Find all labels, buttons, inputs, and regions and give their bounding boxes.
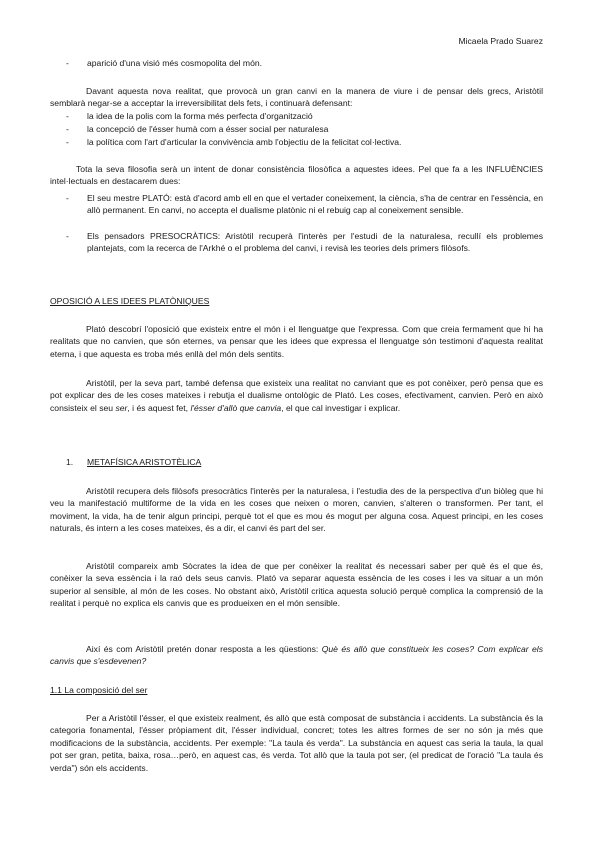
paragraph-plato: Plató descobrí l'oposició que existeix entre el món i el llenguatge que l'expressa. Com que creia fermament que hi ha realitats que no canvien, que són eternes, va pensar que les idees que expressa el llenguatge són testimoni d'aquesta realitat eterna, i que aquesta es troba més enllà del món dels sentits. [50, 324, 543, 359]
paragraph-substance: Per a Aristòtil l'ésser, el que existeix realment, és allò que està composat de substància i accidents. La substància és la categoria fonamental, l'ésser pròpiament dit, l'ésser individual, concret; totes les altres formes de ser no són ja més que modificacions de la substància, accidents. Per exemple: "La taula és verda". La substància en aquest cas seria la taula, la qual pot ser gran, petita, baixa, rosa…però, en aquest cas, és verda. Tot allò que la taula pot ser, (el predicat de l'oració "La taula és verda") són els accidents. [50, 713, 543, 773]
paragraph-socrates: Aristòtil compareix amb Sòcrates la idea de que per conèixer la realitat és necessari saber per què és el que és, conèixer la seva essència i la raó dels seus canvis. Plató va separar aquesta essència de les coses i les va situar a un món superior al sensible, al món de les coses. No obstant això, Aristòtil critica aquesta solució perquè complica la comprensió de la realitat i perquè no explica els canvis que es produeixen en el món sensible. [50, 561, 543, 609]
list-item: - la idea de la polis com la forma més perfecta d'organització [66, 111, 313, 121]
list-item: - la concepció de l'ésser humà com a ésser social per naturalesa [66, 124, 329, 134]
paragraph-context: Davant aquesta nova realitat, que provocà un gran canvi en la manera de viure i de pensar dels grecs, Aristòtil semblarà negar-se a acceptar la irreversibilitat dels fets, i continuarà defensant: [50, 86, 543, 109]
intro-bullet [66, 57, 543, 69]
paragraph-influences: Tota la seva filosofia serà un intent de donar consistència filosòfica a aquestes idees. Pel que fa a les INFLUÈNCIES intel·lectuals en destacarem dues: [50, 164, 543, 187]
header-author: Micaela Prado Suarez [458, 36, 543, 46]
heading-composition: 1.1 La composició del ser [50, 685, 148, 695]
list-item-presocratics: - Els pensadors PRESOCRÀTICS: Aristòtil recuperà l'interès per l'estudi de la naturalesa, recullí els problemes plantejats, com la recerca de l'Arkhé o el problema del canvi, i revisà les teories dels primers filòsofs. [66, 231, 543, 254]
bullet-text: aparició d'una visió més cosmopolita del món. [87, 58, 263, 68]
section-number: 1. [66, 457, 74, 467]
paragraph-aristotle: Aristòtil, per la seva part, també defensa que existeix una realitat no canviant que es pot conèixer, però pensa que es pot explicar des de les coses mateixes i rebutja el dualisme ontològic de Plató. Les coses, efectivament, canvien. Però en això consisteix el seu ser, i és aquest fet, l'ésser d'allò que canvia, el que cal investigar i explicar. [50, 378, 543, 413]
heading-metaphysics: METAFÍSICA ARISTOTÈLICA [87, 457, 202, 467]
bullet-dash: - [66, 58, 69, 68]
paragraph-questions: Així és com Aristòtil pretén donar resposta a les qüestions: Què és allò que constitueix les coses? Com explicar els canvis que s'esdevenen? [50, 644, 543, 667]
heading-opposition: OPOSICIÓ A LES IDEES PLATÒNIQUES [50, 296, 210, 306]
list-item: - la política com l'art d'articular la convivència amb l'objectiu de la felicitat col·lectiva. [66, 137, 402, 147]
list-item-plato: - El seu mestre PLATÓ: està d'acord amb ell en que el vertader coneixement, la ciència, s'ha de centrar en l'essència, en allò permanent. En canvi, no accepta el dualisme platònic ni el rebuig cap al coneixement sensible. [66, 193, 543, 216]
paragraph-nature: Aristòtil recupera dels filòsofs presocràtics l'interès per la naturalesa, i l'estudia des de la perspectiva d'un biòleg que hi veu la manifestació multiforme de la vida en les coses que neixen o moren, canvien, s'alteren o transformen. Per tant, el moviment, la vida, ha de tenir algun principi, perquè tot el que es mou és mogut per alguna cosa. Aquest principi, en les coses naturals, és intern a les coses mateixes, és a dir, el canvi és part del ser. [50, 486, 543, 534]
